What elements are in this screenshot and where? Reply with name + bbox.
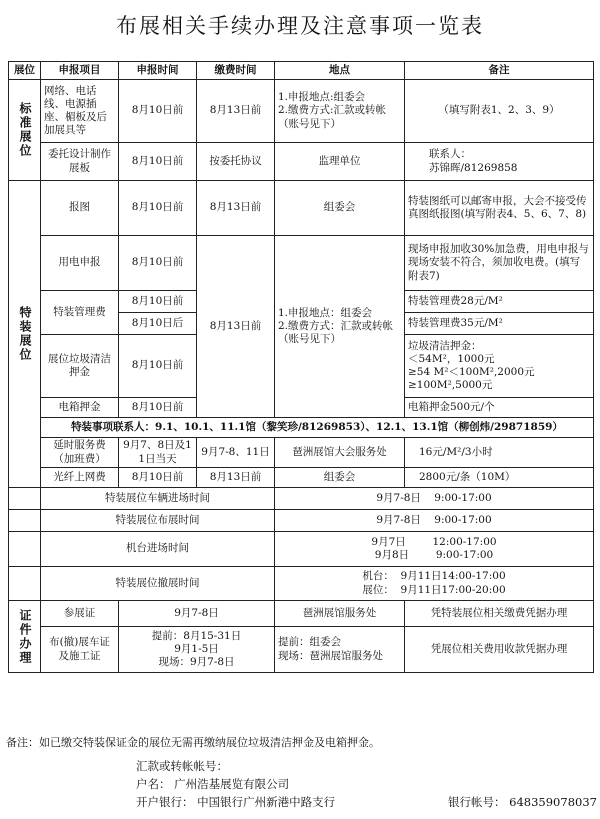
account-title: 汇款或转帐帐号： xyxy=(136,759,228,773)
pay-cell: 9月7-8、11日 xyxy=(197,438,275,468)
table-row xyxy=(9,438,594,468)
place-cell: 1.申报地点：组委会 2.缴费方式：汇款或转帐（账号见下） xyxy=(275,236,405,418)
table-row xyxy=(9,80,594,143)
pay-cell: 8月13日前 xyxy=(197,468,275,488)
table-header-row xyxy=(9,62,594,80)
apply-cell: 8月10日前 xyxy=(119,335,197,398)
schedule-value: 9月8日 9:00-17:00 xyxy=(374,549,494,561)
table-row xyxy=(9,627,594,673)
apply-cell: 8月10日后 xyxy=(119,313,197,335)
schedule-label: 机台进场时间 xyxy=(41,532,275,567)
header-item: 申报项目 xyxy=(41,62,119,80)
table-row xyxy=(9,143,594,181)
schedule-value: 机台： 9月11日14:00-17:00 xyxy=(362,570,506,583)
place-cell: 1.申报地点:组委会 2.缴费方式:汇款或转帐（账号见下） xyxy=(275,80,405,143)
table-row xyxy=(9,468,594,488)
table-row xyxy=(9,567,594,601)
item-cell: 用电申报 xyxy=(41,236,119,291)
pay-cell: 按委托协议 xyxy=(197,143,275,181)
zone-cert: 证件办理 xyxy=(9,601,41,673)
apply-cell: 8月10日前 xyxy=(119,181,197,236)
account-number: 银行帐号： 648359078037 xyxy=(448,795,597,809)
zone-special: 特装展位 xyxy=(9,181,41,488)
schedule-value: 9月7日 12:00-17:00 xyxy=(371,535,497,548)
item-cell: 特装管理费 xyxy=(41,291,119,335)
header-place: 地点 xyxy=(275,62,405,80)
note-cell: 凭特装展位相关缴费凭据办理 xyxy=(405,601,594,627)
item-cell: 展位垃圾清洁押金 xyxy=(41,335,119,398)
apply-cell: 8月10日前 xyxy=(119,398,197,418)
schedule-label: 特装展位布展时间 xyxy=(41,510,275,532)
special-contacts: 特装事项联系人：9.1、10.1、11.1馆（黎笑珍/81269853）、12.1、13.1馆（柳创炜/29871859） xyxy=(41,418,594,438)
schedule-label: 特装展位车辆进场时间 xyxy=(41,488,275,510)
item-cell: 网络、电话线、电源插座、楣板及后加展具等 xyxy=(41,80,119,143)
note-cell: 16元/M²/3小时 xyxy=(405,438,594,468)
account-name: 户名： 广州浩基展览有限公司 xyxy=(136,777,290,791)
apply-cell: 8月10日前 xyxy=(119,291,197,313)
item-cell: 光纤上网费 xyxy=(41,468,119,488)
header-zone: 展位 xyxy=(9,62,41,80)
header-note: 备注 xyxy=(405,62,594,80)
time-cell: 9月7-8日 xyxy=(119,601,275,627)
page-title: 布展相关手续办理及注意事项一览表 xyxy=(116,14,484,38)
table-row xyxy=(9,236,594,291)
apply-cell: 8月10日前 xyxy=(119,468,197,488)
procedure-table xyxy=(8,61,594,673)
note-cell: 电箱押金500元/个 xyxy=(405,398,594,418)
note-cell: 特装图纸可以邮寄申报，大会不接受传真图纸报图(填写附表4、5、6、7、8) xyxy=(405,181,594,236)
time-cell: 提前：8月15-31日 9月1-5日 现场：9月7-8日 xyxy=(119,627,275,673)
schedule-value: 9月7-8日 9:00-17:00 xyxy=(275,488,594,510)
note-cell: 垃圾清洁押金： ＜54M²，1000元 ≥54 M²＜100M²,2000元 ≥100M²,5000元 xyxy=(405,335,594,398)
table-row xyxy=(9,510,594,532)
place-cell: 提前：组委会 现场：琶洲展馆服务处 xyxy=(275,627,405,673)
note-cell: 凭展位相关费用收款凭据办理 xyxy=(405,627,594,673)
header-pay-time: 缴费时间 xyxy=(197,62,275,80)
place-cell: 组委会 xyxy=(275,468,405,488)
pay-cell: 8月13日前 xyxy=(197,80,275,143)
schedule-value: 展位： 9月11日17:00-20:00 xyxy=(362,583,506,596)
place-cell: 琶洲展馆服务处 xyxy=(275,601,405,627)
table-row xyxy=(9,488,594,510)
note-cell: 特装管理费35元/M² xyxy=(405,313,594,335)
schedule-value: 9月7-8日 9:00-17:00 xyxy=(275,510,594,532)
account-bank: 开户银行： 中国银行广州新港中路支行 xyxy=(136,795,336,809)
item-cell: 参展证 xyxy=(41,601,119,627)
note-cell: 联系人： 苏锦晖/81269858 xyxy=(405,143,594,181)
note-cell: 2800元/条（10M） xyxy=(405,468,594,488)
apply-cell: 8月10日前 xyxy=(119,143,197,181)
item-cell: 报图 xyxy=(41,181,119,236)
table-row xyxy=(9,532,594,567)
pay-cell: 8月13日前 xyxy=(197,181,275,236)
schedule-value-cell xyxy=(275,532,594,567)
header-apply-time: 申报时间 xyxy=(119,62,197,80)
table-row xyxy=(9,181,594,236)
item-cell: 延时服务费（加班费） xyxy=(41,438,119,468)
apply-cell: 9月7、8日及11日当天 xyxy=(119,438,197,468)
item-cell: 电箱押金 xyxy=(41,398,119,418)
schedule-value-cell xyxy=(275,567,594,601)
note-cell: 特装管理费28元/M² xyxy=(405,291,594,313)
table-row xyxy=(9,601,594,627)
place-cell: 琶洲展馆大会服务处 xyxy=(275,438,405,468)
item-cell: 布(撤)展车证及施工证 xyxy=(41,627,119,673)
note-cell: 现场申报加收30%加急费，用电申报与现场安装不符合，须加收电费。(填写附表7) xyxy=(405,236,594,291)
table-row xyxy=(9,418,594,438)
apply-cell: 8月10日前 xyxy=(119,236,197,291)
schedule-label: 特装展位撤展时间 xyxy=(41,567,275,601)
place-cell: 监理单位 xyxy=(275,143,405,181)
note-cell: （填写附表1、2、3、9） xyxy=(405,80,594,143)
item-cell: 委托设计制作展板 xyxy=(41,143,119,181)
footnote: 备注：如已缴交特装保证金的展位无需再缴纳展位垃圾清洁押金及电箱押金。 xyxy=(6,736,380,749)
place-cell: 组委会 xyxy=(275,181,405,236)
pay-cell: 8月13日前 xyxy=(197,236,275,418)
apply-cell: 8月10日前 xyxy=(119,80,197,143)
zone-standard: 标准展位 xyxy=(9,80,41,181)
